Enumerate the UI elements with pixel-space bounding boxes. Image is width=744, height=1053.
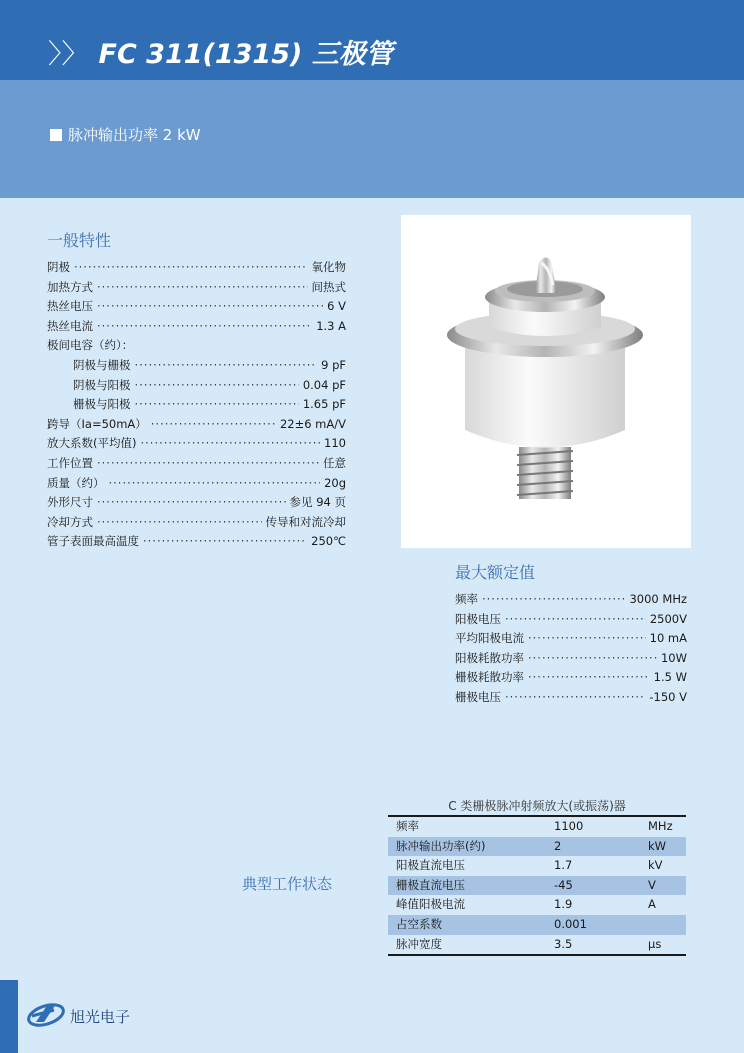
dot-leader	[135, 395, 299, 415]
table-row	[388, 935, 686, 955]
table-param: 峰值阳极电流	[396, 897, 465, 912]
spec-value: 10W	[660, 650, 687, 665]
spec-value: 6 V	[327, 299, 346, 314]
spec-label: 跨导（Ia=50mA）	[47, 416, 147, 431]
table-unit: MHz	[648, 819, 673, 833]
table-unit: A	[648, 897, 656, 912]
table-row	[388, 856, 686, 876]
feature-banner	[0, 80, 744, 198]
spec-label: 平均阳极电流	[455, 631, 524, 646]
spec-value: 10 mA	[649, 631, 687, 646]
table-param: 栅极直流电压	[396, 877, 465, 892]
table-row	[388, 895, 686, 915]
table-unit	[648, 915, 686, 935]
spec-row	[47, 434, 346, 454]
spec-label: 冷却方式	[47, 514, 93, 529]
table-unit: kV	[648, 858, 663, 873]
spec-value: 参见 94 页	[289, 495, 346, 510]
dot-leader	[97, 454, 319, 474]
spec-value: 20g	[324, 475, 346, 490]
table-row	[388, 817, 686, 837]
spec-label: 加热方式	[47, 279, 93, 294]
table-value: 1100	[554, 819, 584, 833]
table-unit: kW	[648, 838, 667, 853]
dot-leader	[135, 376, 299, 396]
spec-value: 间热式	[311, 279, 346, 294]
spec-row	[455, 610, 687, 630]
spec-value: 1.5 W	[653, 670, 687, 685]
spec-row	[47, 278, 346, 298]
spec-label: 栅极电压	[455, 689, 501, 704]
dot-leader	[482, 590, 625, 610]
spec-value: 110	[324, 436, 346, 451]
spec-value: 1.3 A	[316, 318, 346, 333]
spec-value: 250℃	[311, 534, 346, 549]
spec-label: 工作位置	[47, 455, 93, 470]
banner-text	[50, 124, 201, 145]
company-name: 旭光电子	[70, 1008, 131, 1026]
table-value: -45	[554, 877, 573, 892]
spec-value: 22±6 mA/V	[279, 416, 346, 431]
table-param: 阳极直流电压	[396, 858, 465, 873]
spec-row	[47, 532, 346, 552]
spec-row	[47, 356, 346, 376]
dot-leader	[97, 278, 308, 298]
table-value: 3.5	[554, 936, 573, 951]
spec-label: 阳极电压	[455, 611, 501, 626]
table-param: 频率	[396, 819, 419, 833]
spec-row	[47, 513, 346, 533]
general-heading: 一般特性	[47, 231, 112, 250]
spec-label: 阴极与阳极	[73, 377, 131, 392]
typical-operation-label: 典型工作状态	[242, 875, 333, 893]
spec-value: 氧化物	[311, 260, 346, 274]
dot-leader	[528, 629, 646, 649]
table-row	[388, 915, 686, 935]
spec-row	[47, 376, 346, 396]
spec-value: 9 pF	[321, 357, 346, 372]
table-row	[388, 876, 686, 896]
dot-leader	[97, 513, 262, 533]
spec-label: 质量（约）	[47, 475, 105, 490]
spec-label: 极间电容（约）：	[47, 338, 134, 353]
table-param: 脉冲输出功率(约)	[396, 838, 486, 853]
spec-value: 1.65 pF	[302, 397, 346, 412]
spec-label: 栅极与阳极	[73, 397, 131, 412]
spec-value: -150 V	[649, 689, 687, 704]
table-param: 脉冲宽度	[396, 936, 442, 951]
spec-row	[455, 688, 687, 708]
table-value: 1.7	[554, 858, 573, 873]
dot-leader	[97, 297, 323, 317]
dot-leader	[140, 434, 320, 454]
spec-value: 3000 MHz	[629, 592, 687, 606]
page-title	[48, 32, 393, 71]
dot-leader	[109, 474, 321, 494]
dot-leader	[143, 532, 307, 552]
product-photo	[401, 215, 691, 548]
square-bullet-icon	[50, 129, 62, 141]
spec-label: 频率	[455, 592, 478, 606]
table-row	[388, 837, 686, 857]
spec-label: 阴极与栅极	[73, 357, 131, 372]
dot-leader	[74, 258, 308, 278]
max-ratings-heading: 最大额定值	[455, 563, 536, 582]
spec-label: 外形尺寸	[47, 495, 93, 510]
spec-label: 阴极	[47, 260, 70, 274]
general-spec-list	[47, 258, 346, 552]
spec-row	[47, 474, 346, 494]
spec-row	[47, 258, 346, 278]
table-param: 占空系数	[396, 916, 442, 931]
dot-leader	[151, 415, 276, 435]
dot-leader	[97, 317, 312, 337]
table-value: 1.9	[554, 897, 573, 912]
spec-label: 栅极耗散功率	[455, 670, 524, 685]
spec-row	[47, 395, 346, 415]
dot-leader	[528, 649, 657, 669]
spec-label: 放大系数(平均值)	[47, 436, 137, 451]
spec-row	[47, 454, 346, 474]
spec-row	[455, 590, 687, 610]
spec-value: 0.04 pF	[302, 377, 346, 392]
product-title: FC 311(1315) 三极管	[98, 39, 393, 70]
table-caption: C 类栅极脉冲射频放大(或振荡)器	[448, 799, 626, 813]
title-bar	[0, 0, 744, 80]
spec-row	[47, 317, 346, 337]
side-strip	[0, 980, 18, 1053]
triode-tube-image	[401, 215, 691, 548]
spec-row	[47, 336, 346, 356]
dot-leader	[505, 688, 645, 708]
spec-row	[47, 297, 346, 317]
spec-value: 传导和对流冷却	[265, 514, 346, 529]
spec-row	[455, 668, 687, 688]
spec-label: 管子表面最高温度	[47, 534, 139, 549]
dot-leader	[135, 356, 318, 376]
typical-operation-table	[388, 815, 686, 956]
table-unit: V	[648, 877, 656, 892]
table-value: 0.001	[554, 916, 587, 931]
banner-feature: 脉冲输出功率 2 kW	[68, 126, 201, 144]
spec-row	[455, 629, 687, 649]
chevron-icon: 〉〉	[48, 39, 89, 70]
max-ratings-list	[455, 590, 687, 708]
dot-leader	[505, 610, 646, 630]
dot-leader	[97, 493, 286, 513]
spec-row	[455, 649, 687, 669]
spec-row	[47, 493, 346, 513]
spec-label: 热丝电压	[47, 299, 93, 314]
spec-value: 2500V	[649, 611, 687, 626]
table-value: 2	[554, 838, 562, 853]
spec-label: 热丝电流	[47, 318, 93, 333]
spec-value: 任意	[323, 455, 346, 470]
table-unit: μs	[648, 936, 662, 951]
spec-row	[47, 415, 346, 435]
spec-label: 阳极耗散功率	[455, 650, 524, 665]
company-logo-icon	[26, 998, 66, 1032]
dot-leader	[528, 668, 650, 688]
